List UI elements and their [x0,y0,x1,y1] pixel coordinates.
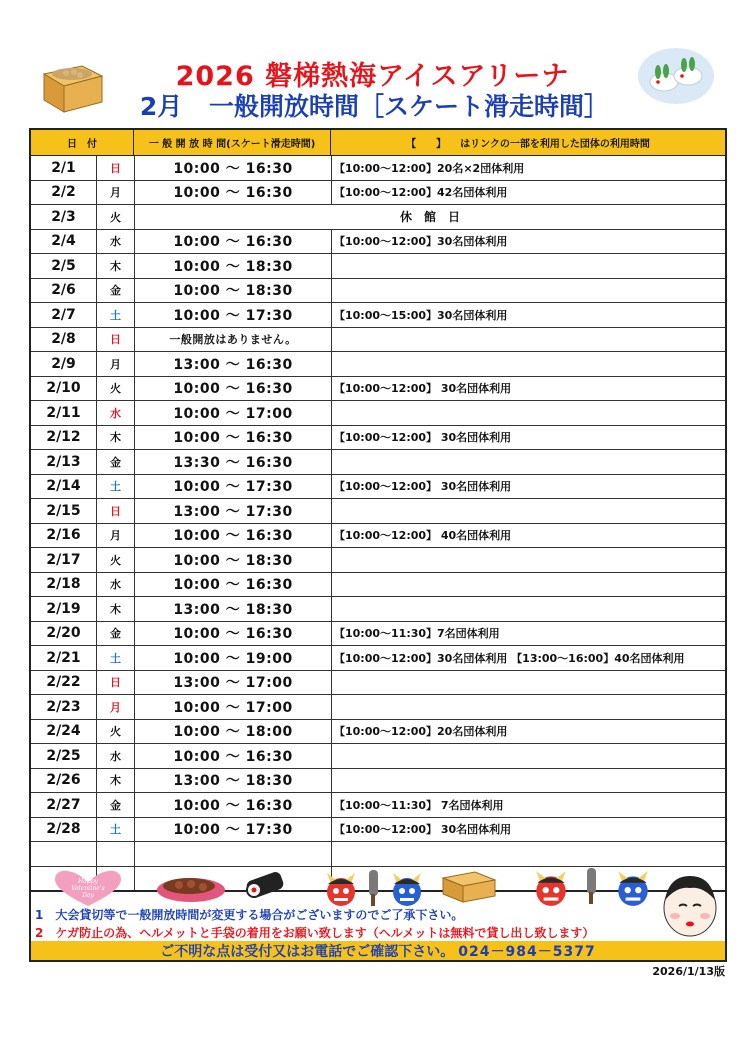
row-note [332,328,725,352]
header-note [331,130,725,155]
row-note: 【10:00～12:00】 30名団体利用 [334,480,512,494]
row-note: 【10:00～12:00】 30名団体利用 [334,823,512,837]
contact-bar [31,941,725,960]
row-note [332,573,725,597]
row-time: 10:00 ～ 18:30 [135,279,332,303]
chocolate-box-icon [153,870,229,904]
row-date: 2/13 [31,450,97,474]
row-date: 2/4 [31,230,97,254]
row-weekday: 火 [97,205,135,229]
row-weekday: 金 [97,450,135,474]
red-oni-icon [321,870,361,908]
row-time: 10:00 ～ 17:30 [135,818,332,842]
table-row [31,646,725,671]
row-note [332,450,725,474]
row-weekday: 月 [97,181,135,205]
valentine-text-1: Happy [78,878,98,885]
row-time: 10:00 ～ 16:30 [135,744,332,768]
row-note [332,769,725,793]
row-weekday: 木 [97,254,135,278]
row-weekday: 土 [97,303,135,327]
table-row [31,573,725,598]
contact-text: ご不明な点は受付又はお電話でご確認下さい。 [160,943,455,960]
table-row [31,671,725,696]
ehomaki-sushi-icon [243,866,287,902]
row-date: 2/27 [31,793,97,817]
row-date: 2/7 [31,303,97,327]
row-date: 2/21 [31,646,97,670]
row-note [332,352,725,376]
otafuku-face-icon [659,870,721,940]
subtitle-label: 一般開放時間［スケート滑走時間］ [209,92,610,121]
table-row [31,156,725,181]
row-time: 13:00 ～ 17:00 [135,671,332,695]
header-bracket: 【 】 [406,139,447,150]
row-weekday: 月 [97,695,135,719]
header-note-text: はリンクの一部を利用した団体の利用時間 [460,139,650,150]
row-date: 2/19 [31,597,97,621]
row-note [332,744,725,768]
row-date: 2/17 [31,548,97,572]
table-row [31,769,725,794]
valentine-text-2: Valentine's [71,885,105,892]
row-date: 2/18 [31,573,97,597]
row-date: 2/14 [31,475,97,499]
row-time: 10:00 ～ 16:30 [135,622,332,646]
footer-panel [29,862,727,962]
row-closed: 休 館 日 [399,210,460,225]
row-note: 【10:00～12:00】 40名団体利用 [334,529,512,543]
table-row [31,744,725,769]
row-note [332,548,725,572]
page-subtitle [0,92,745,122]
row-note: 【10:00～11:30】7名団体利用 [334,627,500,641]
table-row [31,793,725,818]
table-row [31,303,725,328]
row-time: 13:00 ～ 18:30 [135,769,332,793]
row-date: 2/24 [31,720,97,744]
row-weekday: 木 [97,769,135,793]
row-weekday: 月 [97,524,135,548]
table-row [31,450,725,475]
row-time: 10:00 ～ 16:30 [135,181,332,205]
table-row [31,597,725,622]
row-note [332,695,725,719]
row-time: 10:00 ～ 16:30 [135,377,332,401]
version-label: 2026/1/13版 [652,965,725,978]
row-time: 10:00 ～ 16:30 [135,426,332,450]
row-date: 2/22 [31,671,97,695]
header-time: 一 般 開 放 時 間(スケート滑走時間) [134,130,331,155]
table-body [31,156,725,890]
row-note: 【10:00～15:00】30名団体利用 [334,308,508,322]
valentine-heart-icon [53,870,123,908]
row-note [332,401,725,425]
row-date: 2/6 [31,279,97,303]
row-date: 2/5 [31,254,97,278]
row-time: 10:00 ～ 16:30 [135,156,332,180]
table-row [31,695,725,720]
row-date: 2/1 [31,156,97,180]
header-date: 日 付 [31,130,134,155]
row-date: 2/12 [31,426,97,450]
row-time: 10:00 ～ 16:30 [135,524,332,548]
table-row [31,622,725,647]
table-row [31,205,725,230]
row-note [332,597,725,621]
row-time: 10:00 ～ 17:30 [135,475,332,499]
row-date: 2/16 [31,524,97,548]
table-row [31,720,725,745]
row-date: 2/15 [31,499,97,523]
row-weekday: 月 [97,352,135,376]
table-row [31,475,725,500]
blue-oni-icon-2 [611,868,655,908]
row-time: 10:00 ～ 16:30 [135,793,332,817]
row-weekday: 水 [97,744,135,768]
row-time: 13:00 ～ 17:30 [135,499,332,523]
row-time: 10:00 ～ 17:00 [135,695,332,719]
page-title: 2026 磐梯熱海アイスアリーナ [175,61,570,92]
row-date: 2/8 [31,328,97,352]
contact-phone: 024－984－5377 [458,943,596,960]
row-time: 13:30 ～ 16:30 [135,450,332,474]
row-note: 【10:00～11:30】 7名団体利用 [334,798,504,812]
row-time: 13:00 ～ 16:30 [135,352,332,376]
blue-oni-icon [387,870,427,908]
row-note: 【10:00～12:00】42名団体利用 [334,186,508,200]
row-note: 【10:00～12:00】20名×2団体利用 [334,161,525,175]
table-row [31,181,725,206]
row-weekday: 日 [97,156,135,180]
kanabo-club-icon [361,868,383,908]
row-weekday: 水 [97,230,135,254]
table-row [31,499,725,524]
row-weekday: 日 [97,328,135,352]
row-weekday: 日 [97,671,135,695]
masu-bean-box-icon-2 [439,866,499,904]
row-date: 2/25 [31,744,97,768]
row-date: 2/3 [31,205,97,229]
row-weekday: 土 [97,646,135,670]
row-time: 10:00 ～ 18:30 [135,254,332,278]
row-time: 10:00 ～ 17:00 [135,401,332,425]
row-time: 10:00 ～ 16:30 [135,573,332,597]
table-row [31,328,725,353]
row-time: 13:00 ～ 18:30 [135,597,332,621]
table-row [31,401,725,426]
row-date: 2/10 [31,377,97,401]
row-time: 10:00 ～ 16:30 [135,230,332,254]
row-note: 【10:00～12:00】30名団体利用 【13:00～16:00】40名団体利用 [334,651,685,665]
row-weekday: 金 [97,793,135,817]
table-row [31,254,725,279]
note-2: 2 ケガ防止の為、ヘルメットと手袋の着用をお願い致します（ヘルメットは無料で貸し出し致します） [35,926,595,940]
table-row [31,818,725,843]
row-note: 【10:00～12:00】 30名団体利用 [334,431,512,445]
schedule-table [29,128,727,892]
row-weekday: 火 [97,377,135,401]
table-row [31,279,725,304]
row-weekday: 土 [97,818,135,842]
row-date: 2/20 [31,622,97,646]
row-date: 2/23 [31,695,97,719]
row-time: 10:00 ～ 17:30 [135,303,332,327]
table-row [31,524,725,549]
month-label: 2月 [139,92,183,121]
row-weekday: 水 [97,573,135,597]
row-note: 【10:00～12:00】20名団体利用 [334,725,508,739]
table-row [31,352,725,377]
row-weekday: 土 [97,475,135,499]
row-time: 10:00 ～ 19:00 [135,646,332,670]
row-note [332,499,725,523]
table-row [31,426,725,451]
row-note [332,279,725,303]
row-weekday: 金 [97,622,135,646]
valentine-text-3: Day [82,892,94,899]
row-date: 2/2 [31,181,97,205]
row-weekday: 金 [97,279,135,303]
row-note: 【10:00～12:00】 30名団体利用 [334,382,512,396]
red-oni-icon-2 [529,868,573,908]
row-note [332,671,725,695]
row-weekday: 火 [97,548,135,572]
row-time: 一般開放はありません。 [135,328,332,352]
row-weekday: 火 [97,720,135,744]
kanabo-club-icon-2 [579,866,601,906]
table-row [31,548,725,573]
row-note: 【10:00～12:00】30名団体利用 [334,235,508,249]
table-row [31,377,725,402]
row-date: 2/28 [31,818,97,842]
row-time: 10:00 ～ 18:00 [135,720,332,744]
table-header [31,130,725,156]
row-date: 2/11 [31,401,97,425]
row-weekday: 木 [97,597,135,621]
row-weekday: 木 [97,426,135,450]
row-date: 2/26 [31,769,97,793]
row-weekday: 水 [97,401,135,425]
row-date: 2/9 [31,352,97,376]
table-row [31,230,725,255]
row-time: 10:00 ～ 18:30 [135,548,332,572]
note-1: 1 大会貸切等で一般開放時間が変更する場合がございますのでご了承下さい。 [35,908,464,922]
row-note [332,254,725,278]
row-weekday: 日 [97,499,135,523]
